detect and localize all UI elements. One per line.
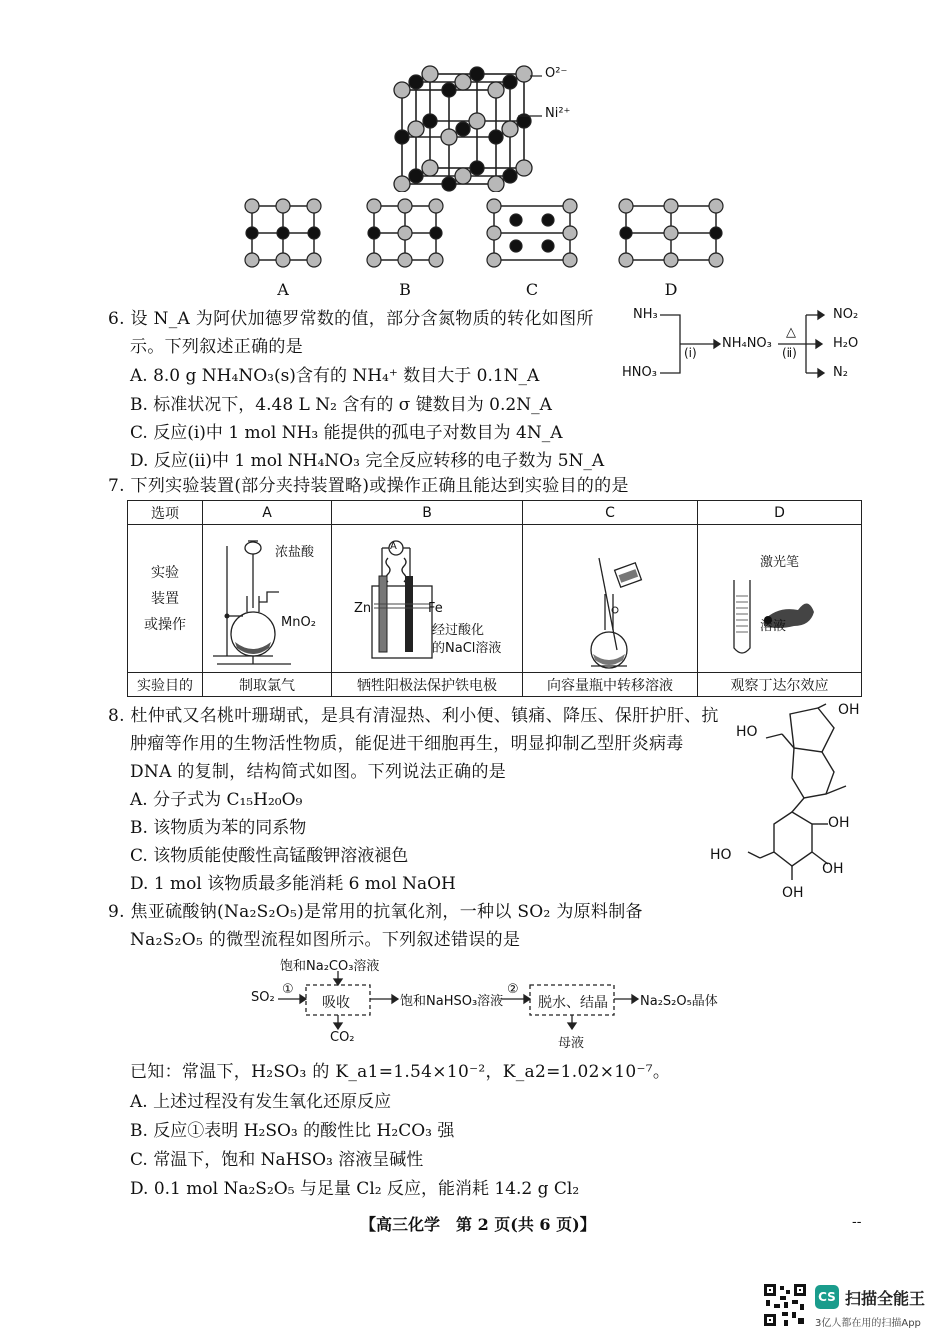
q8-option-a: A. 分子式为 C₁₅H₂₀O₉ [130, 790, 303, 810]
q6-heat: △ [786, 325, 796, 340]
q6-option-c: C. 反应(ⅰ)中 1 mol NH₃ 能提供的孤电子对数目为 4N_A [130, 423, 563, 443]
q8-ho-4: HO [710, 847, 732, 863]
q7-purpose-c: 向容量瓶中转移溶液 [523, 673, 698, 697]
q7-b-label-ammeter: A [390, 541, 397, 552]
q7-experiment-table [127, 500, 862, 697]
q7-a-label-hcl: 浓盐酸 [275, 545, 315, 560]
q9-option-c: C. 常温下，饱和 NaHSO₃ 溶液呈碱性 [130, 1150, 424, 1170]
q6-stem-line2: 示。下列叙述正确的是 [130, 337, 303, 357]
q7-d-label-solution: 溶液 [760, 619, 787, 634]
q7-b-label-acidified: 经过酸化 [432, 623, 485, 638]
q7-header-a: A [203, 501, 332, 525]
q6-option-b: B. 标准状况下，4.48 L N₂ 含有的 σ 键数目为 0.2N_A [130, 395, 552, 415]
q8-ho-2: HO [736, 724, 758, 740]
q6-nh4no3: NH₄NO₃ [722, 336, 772, 351]
q8-oh-5: OH [822, 861, 844, 877]
q6-n2: N₂ [833, 365, 848, 380]
face-option-a [242, 196, 324, 270]
q7-apparatus-c [523, 525, 698, 673]
q7-header-option: 选项 [128, 501, 203, 525]
nio-crystal-lattice [380, 62, 580, 192]
q7-a-label-mno2: MnO₂ [281, 615, 316, 630]
q6-option-a: A. 8.0 g NH₄NO₃(s)含有的 NH₄⁺ 数目大于 0.1N_A [130, 366, 540, 386]
q7-d-label-laser: 激光笔 [760, 555, 800, 570]
q9-flow-product: Na₂S₂O₅晶体 [640, 994, 718, 1009]
q8-stem-line3: DNA 的复制，结构简式如图。下列说法正确的是 [130, 762, 507, 782]
q7-apparatus-b [332, 525, 523, 673]
face-label-a: A [277, 280, 289, 299]
q9-flow-box2: 脱水、结晶 [538, 995, 608, 1011]
ion-label-ni: Ni²⁺ [545, 106, 571, 121]
q8-option-d: D. 1 mol 该物质最多能消耗 6 mol NaOH [130, 874, 456, 894]
footer-dash: -- [852, 1214, 862, 1230]
face-option-b [364, 196, 446, 270]
q9-option-d: D. 0.1 mol Na₂S₂O₅ 与足量 Cl₂ 反应，能消耗 14.2 g Cl₂ [130, 1179, 580, 1199]
tyndall-effect-icon [698, 526, 861, 672]
q9-stem-line1: 9. 焦亚硫酸钠(Na₂S₂O₅)是常用的抗氧化剂，一种以 SO₂ 为原料制备 [108, 902, 643, 922]
q7-purpose-b: 牺牲阳极法保护铁电极 [332, 673, 523, 697]
q6-nh3: NH₃ [633, 307, 658, 322]
q9-flow-box1: 吸收 [322, 995, 350, 1011]
q7-b-label-zn: Zn [354, 601, 372, 616]
q7-header-c: C [523, 501, 698, 525]
q8-option-b: B. 该物质为苯的同系物 [130, 818, 307, 838]
q6-step1: (ⅰ) [684, 346, 697, 360]
q7-purpose-a: 制取氯气 [203, 673, 332, 697]
face-option-c [484, 196, 580, 270]
q6-step2: (ⅱ) [782, 346, 797, 360]
q7-purpose-d: 观察丁达尔效应 [698, 673, 862, 697]
q8-stem-line1: 8. 杜仲甙又名桃叶珊瑚甙，是具有清湿热、利小便、镇痛、降压、保肝护肝、抗 [108, 706, 719, 726]
q9-flow-step2: ② [507, 982, 519, 997]
q7-b-label-fe: Fe [428, 601, 443, 616]
volumetric-flask-transfer-icon [523, 526, 697, 672]
q9-known: 已知：常温下，H₂SO₃ 的 K_a1=1.54×10⁻²，K_a2=1.02×10⁻⁷。 [130, 1062, 671, 1082]
q7-row-label [128, 525, 203, 673]
q7-purpose-label: 实验目的 [128, 673, 203, 697]
q7-b-label-nacl: 的NaCl溶液 [432, 641, 502, 656]
q9-flow-nahso3: 饱和NaHSO₃溶液 [400, 994, 504, 1009]
watermark-tagline: 3亿人都在用的扫描App [815, 1318, 921, 1329]
qr-code-icon [762, 1282, 808, 1328]
q9-option-b: B. 反应①表明 H₂SO₃ 的酸性比 H₂CO₃ 强 [130, 1121, 455, 1141]
q9-flow-so2: SO₂ [251, 990, 275, 1005]
q7-row-label-2: 装置 [151, 590, 179, 607]
q9-option-a: A. 上述过程没有发生氧化还原反应 [130, 1092, 392, 1112]
q9-stem-line2: Na₂S₂O₅ 的微型流程如图所示。下列叙述错误的是 [130, 930, 521, 950]
cs-badge-icon: CS [815, 1285, 839, 1309]
q7-row-label-1: 实验 [151, 564, 179, 581]
q8-oh-6: OH [782, 885, 804, 901]
q8-stem-line2: 肿瘤等作用的生物活性物质，能促进干细胞再生，明显抑制乙型肝炎病毒 [130, 734, 684, 754]
q6-stem-line1: 6. 设 N_A 为阿伏加德罗常数的值，部分含氮物质的转化如图所 [108, 309, 594, 329]
q7-row-label-3: 或操作 [144, 616, 186, 633]
q7-stem: 7. 下列实验装置(部分夹持装置略)或操作正确且能达到实验目的的是 [108, 476, 629, 496]
q9-flow-mother-liquor: 母液 [558, 1036, 585, 1051]
q9-flow-input-top: 饱和Na₂CO₃溶液 [280, 959, 380, 974]
q8-oh-3: OH [828, 815, 850, 831]
q7-apparatus-d [698, 525, 862, 673]
q8-option-c: C. 该物质能使酸性高锰酸钾溶液褪色 [130, 846, 409, 866]
q7-apparatus-a [203, 525, 332, 673]
q6-h2o: H₂O [833, 336, 859, 351]
q6-hno3: HNO₃ [622, 365, 657, 380]
ion-label-o: O²⁻ [545, 66, 568, 81]
watermark-brand: 扫描全能王 [845, 1289, 926, 1308]
page-footer: 【高三化学 第 2 页(共 6 页)】 [360, 1215, 596, 1234]
q6-option-d: D. 反应(ⅱ)中 1 mol NH₄NO₃ 完全反应转移的电子数为 5N_A [130, 451, 605, 471]
q8-oh-1: OH [838, 702, 860, 718]
face-label-d: D [664, 280, 678, 299]
q9-flow-co2: CO₂ [330, 1030, 355, 1045]
q7-header-d: D [698, 501, 862, 525]
q7-header-b: B [332, 501, 523, 525]
q9-flow-step1: ① [282, 982, 294, 997]
face-label-b: B [399, 280, 411, 299]
q6-no2: NO₂ [833, 307, 859, 322]
face-label-c: C [525, 280, 539, 299]
face-option-d [616, 196, 726, 270]
